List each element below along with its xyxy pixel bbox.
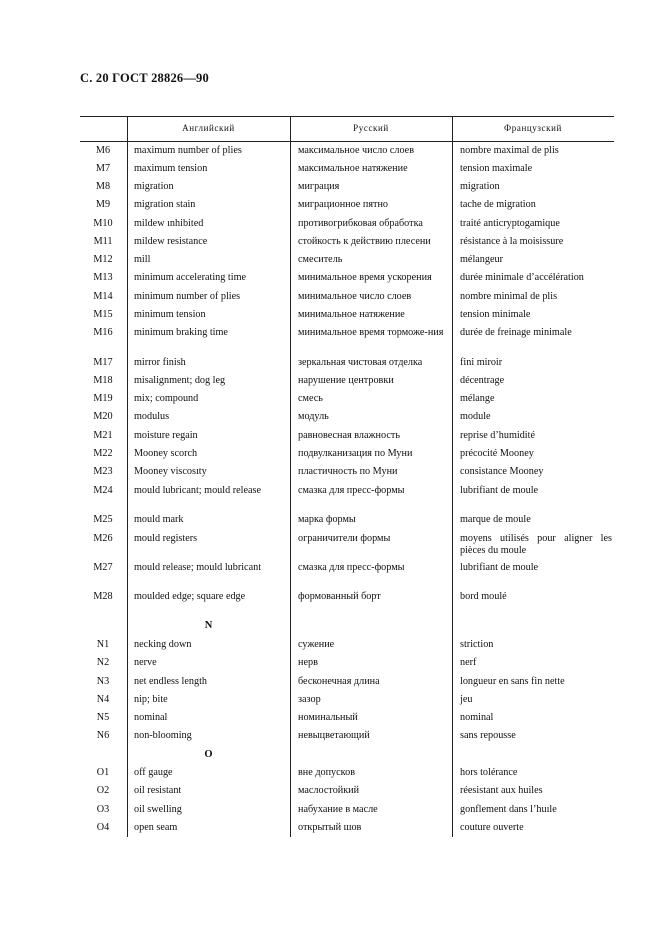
term-french: précocité Mooney <box>460 448 534 459</box>
term-russian: набухание в масле <box>298 804 378 815</box>
term-french: résistance à la moisissure <box>460 236 564 247</box>
term-code: M27 <box>93 562 113 573</box>
term-french: nerf <box>460 657 477 668</box>
term-french: tension maximale <box>460 163 533 174</box>
term-code: M7 <box>95 163 111 174</box>
term-english: necking down <box>134 639 192 650</box>
term-code: N3 <box>96 676 110 687</box>
term-french: couture ouverte <box>460 822 524 833</box>
term-code: M14 <box>93 291 113 302</box>
term-russian: миграционное пятно <box>298 199 389 210</box>
term-code: N2 <box>96 657 110 668</box>
term-english: Mooney scorch <box>134 448 198 459</box>
term-english: mould registers <box>134 533 198 544</box>
term-russian: миграция <box>298 181 340 192</box>
term-code: M21 <box>93 430 113 441</box>
term-russian: нарушение центровки <box>298 375 394 386</box>
term-russian: стойкость к действию плесени <box>298 236 431 247</box>
term-russian: смазка для пресс-формы <box>298 562 405 573</box>
term-english: minimum braking time <box>134 327 228 338</box>
term-english: minimum tension <box>134 309 206 320</box>
term-french: longueur en sans fin nette <box>460 676 565 687</box>
term-code: M25 <box>93 514 113 525</box>
term-russian: максимальное натяжение <box>298 163 408 174</box>
term-russian: номинальный <box>298 712 358 723</box>
term-english: minimum number of plies <box>134 291 241 302</box>
column-header-french: Французский <box>504 123 562 133</box>
term-english: Mooney viscosıty <box>134 466 207 477</box>
term-code: M20 <box>93 411 113 422</box>
term-code: M11 <box>93 236 113 247</box>
term-french: consistance Mooney <box>460 466 544 477</box>
term-french: jeu <box>460 694 473 705</box>
term-code: N1 <box>96 639 110 650</box>
term-russian: открытый шов <box>298 822 362 833</box>
term-russian: зазор <box>298 694 321 705</box>
term-russian: подвулканизация по Муни <box>298 448 413 459</box>
term-english: mirror finish <box>134 357 186 368</box>
term-russian: невыцветающий <box>298 730 370 741</box>
term-russian: бесконечная длина <box>298 676 380 687</box>
term-french: traité anticryptogamique <box>460 218 560 229</box>
term-code: M12 <box>93 254 113 265</box>
term-english: migration stain <box>134 199 196 210</box>
term-french: durée de freinage minimale <box>460 327 572 338</box>
term-french: durée minimale d’accélération <box>460 272 584 283</box>
term-russian: зеркальная чистовая отделка <box>298 357 423 368</box>
term-english: mill <box>134 254 151 265</box>
term-code: M28 <box>93 591 113 602</box>
term-english: net endless length <box>134 676 207 687</box>
term-english: mould release; mould lubricant <box>134 562 262 573</box>
term-french: gonflement dans l’huıle <box>460 804 557 815</box>
column-header-english: Английский <box>182 123 235 133</box>
term-french: reprise d’humidité <box>460 430 535 441</box>
term-russian: ограничители формы <box>298 533 391 544</box>
term-russian: маслостойкий <box>298 785 360 796</box>
table-header-rule <box>80 141 614 142</box>
term-english: open seam <box>134 822 178 833</box>
term-code: M24 <box>93 485 113 496</box>
term-french: nombre maximal de plis <box>460 145 559 156</box>
table-top-rule <box>80 116 614 117</box>
term-russian: сужение <box>298 639 335 650</box>
term-english: off gauge <box>134 767 173 778</box>
term-french: lubrifiant de moule <box>460 485 539 496</box>
term-code: M16 <box>93 327 113 338</box>
term-english: minimum accelerating time <box>134 272 247 283</box>
term-code: N5 <box>96 712 110 723</box>
term-code: N4 <box>96 694 110 705</box>
term-english: nominal <box>134 712 168 723</box>
term-russian: нерв <box>298 657 318 668</box>
term-code: M10 <box>93 218 113 229</box>
term-english: mildew ınhibited <box>134 218 204 229</box>
column-divider <box>127 116 128 837</box>
term-french: tache de migration <box>460 199 536 210</box>
term-code: M13 <box>93 272 113 283</box>
term-russian: вне допусков <box>298 767 356 778</box>
column-divider <box>290 116 291 837</box>
term-french: décentrage <box>460 375 505 386</box>
term-french: lubrifiant de moule <box>460 562 539 573</box>
column-header-russian: Русский <box>353 123 389 133</box>
term-english: misalignment; dog leg <box>134 375 226 386</box>
term-russian: смесь <box>298 393 323 404</box>
term-code: N6 <box>96 730 110 741</box>
term-english: non-blooming <box>134 730 192 741</box>
term-french: module <box>460 411 491 422</box>
term-russian: минимальное натяжение <box>298 309 405 320</box>
term-french: réesistant aux huiles <box>460 785 543 796</box>
term-russian: равновесная влажность <box>298 430 400 441</box>
term-english: moisture regain <box>134 430 198 441</box>
term-code: M19 <box>93 393 113 404</box>
term-french: tension minimale <box>460 309 531 320</box>
term-russian: пластичность по Муни <box>298 466 398 477</box>
term-english: maximum number of plies <box>134 145 242 156</box>
term-english: mould lubricant; mould release <box>134 485 262 496</box>
term-russian: модуль <box>298 411 329 422</box>
column-divider <box>452 116 453 837</box>
term-russian: смазка для пресс-формы <box>298 485 405 496</box>
term-code: M23 <box>93 466 113 477</box>
term-english: maximum tension <box>134 163 208 174</box>
term-code: M18 <box>93 375 113 386</box>
term-french: moyens utilisés pour aligner les pièces du moule <box>460 533 612 556</box>
term-code: M6 <box>95 145 111 156</box>
term-english: modulus <box>134 411 170 422</box>
term-french: hors tolérance <box>460 767 518 778</box>
term-code: O3 <box>96 804 110 815</box>
term-code: O2 <box>96 785 110 796</box>
term-french: striction <box>460 639 494 650</box>
term-french: fini miroir <box>460 357 503 368</box>
term-russian: марка формы <box>298 514 356 525</box>
term-french: bord moulé <box>460 591 507 602</box>
term-english: oil swelling <box>134 804 182 815</box>
term-russian: минимальное время ускорения <box>298 272 432 283</box>
term-code: M17 <box>93 357 113 368</box>
term-english: nerve <box>134 657 157 668</box>
term-french: nominal <box>460 712 494 723</box>
term-russian: смеситель <box>298 254 343 265</box>
term-french: mélangeur <box>460 254 503 265</box>
term-code: M22 <box>93 448 113 459</box>
term-russian: минимальное число слоев <box>298 291 412 302</box>
term-english: nip; bite <box>134 694 168 705</box>
term-french: sans repousse <box>460 730 516 741</box>
term-code: O1 <box>96 767 110 778</box>
section-letter-n: N <box>204 620 213 631</box>
term-russian: максимальное число слоев <box>298 145 415 156</box>
term-french: nombre minimal de plis <box>460 291 558 302</box>
term-english: oil resistant <box>134 785 182 796</box>
term-code: M9 <box>95 199 111 210</box>
section-letter-o: O <box>204 749 213 760</box>
term-french: marque de moule <box>460 514 531 525</box>
term-english: moulded edge; square edge <box>134 591 246 602</box>
term-code: M8 <box>95 181 111 192</box>
term-english: mould mark <box>134 514 184 525</box>
term-code: M15 <box>93 309 113 320</box>
term-french: mélange <box>460 393 495 404</box>
term-code: O4 <box>96 822 110 833</box>
page-header: С. 20 ГОСТ 28826—90 <box>80 71 209 85</box>
term-russian: минимальное время торможе-ния <box>298 327 444 338</box>
term-russian: формованный борт <box>298 591 381 602</box>
term-english: mix; compound <box>134 393 199 404</box>
term-russian: противогрибковая обработка <box>298 218 423 229</box>
term-english: mildew resistance <box>134 236 208 247</box>
term-english: migration <box>134 181 174 192</box>
term-code: M26 <box>93 533 113 544</box>
term-french: migration <box>460 181 500 192</box>
